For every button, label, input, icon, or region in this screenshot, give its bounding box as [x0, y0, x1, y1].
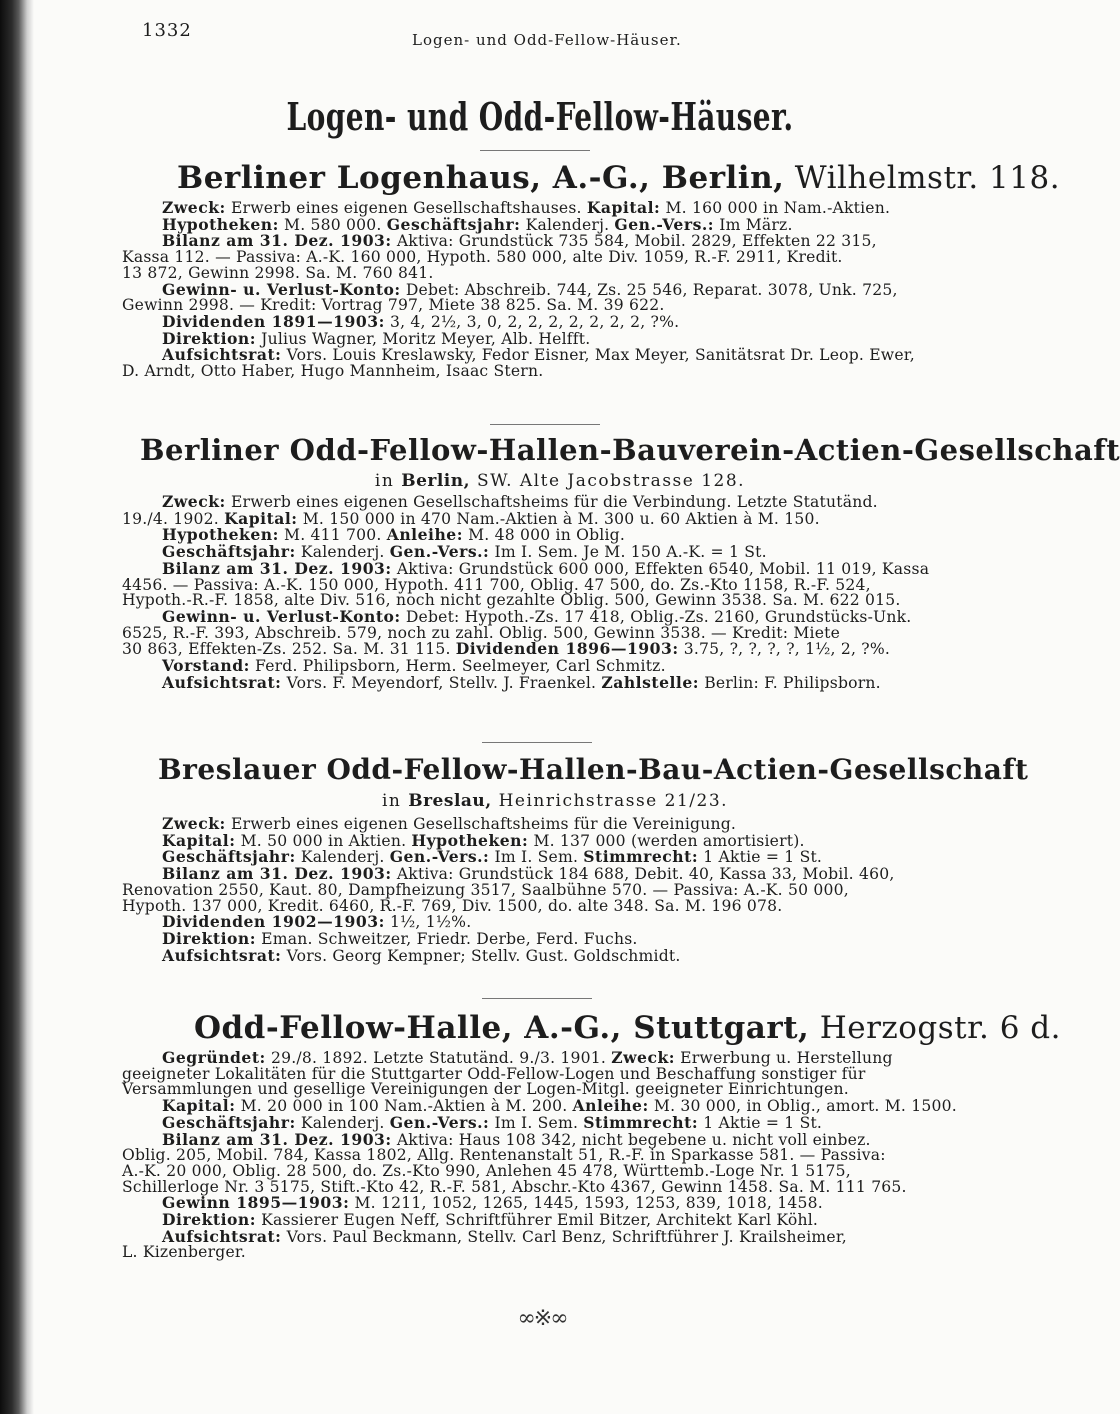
- field-label: Geschäftsjahr:: [386, 214, 521, 234]
- field-text: Versammlungen und gesellige Vereinigungen der Logen-Mitgl. geeigneter Einrichtungen.: [122, 1080, 849, 1099]
- field-text: Vors. Georg Kempner; Stellv. Gust. Goldschmidt.: [281, 946, 681, 965]
- page-number: 1332: [142, 20, 192, 41]
- field-label: Bilanz am 31. Dez. 1903:: [162, 864, 392, 884]
- field-text: Vors. Paul Beckmann, Stellv. Carl Benz, Schriftführer J. Krailsheimer,: [281, 1227, 847, 1246]
- field-text: M. 411 700.: [278, 526, 387, 545]
- field-label: Dividenden 1902—1903:: [162, 912, 385, 932]
- field-text: Im März.: [714, 215, 793, 234]
- field-label: Stimmrecht:: [583, 1112, 699, 1132]
- field-label: Gegründet:: [162, 1048, 266, 1067]
- entry-line: [122, 364, 958, 380]
- field-label: Anleihe:: [386, 525, 463, 545]
- field-label: Zweck:: [611, 1048, 676, 1067]
- company-heading: [122, 160, 1061, 196]
- field-text: Aktiva: Haus 108 342, nicht begebene u. nicht voll einbez.: [391, 1130, 871, 1149]
- field-text: D. Arndt, Otto Haber, Hugo Mannheim, Isaac Stern.: [122, 362, 544, 381]
- field-label: Hypotheken:: [162, 214, 279, 234]
- field-text: A.-K. 20 000, Oblig. 28 500, do. Zs.-Kto 990, Anlehen 45 478, Württemb.-Loge Nr. 1 5175,: [122, 1161, 851, 1180]
- company-heading: [122, 432, 1120, 468]
- location-prefix: in: [374, 471, 402, 491]
- field-text: M. 48 000 in Oblig.: [462, 526, 625, 545]
- field-label: Kapital:: [162, 830, 236, 850]
- field-text: Kalenderj.: [520, 215, 615, 234]
- field-label: Gewinn 1895—1903:: [162, 1193, 350, 1213]
- field-text: M. 160 000 in Nam.-Aktien.: [660, 199, 891, 217]
- field-label: Zweck:: [162, 198, 226, 217]
- field-text: M. 30 000, in Oblig., amort. M. 1500.: [648, 1097, 957, 1116]
- entry-line: [122, 1082, 958, 1098]
- field-text: Aktiva: Grundstück 184 688, Debit. 40, Kassa 33, Mobil. 460,: [391, 865, 895, 884]
- field-label: Zweck:: [162, 814, 226, 833]
- field-text: Hypoth.-R.-F. 1858, alte Div. 516, noch nicht gezahlte Oblig. 500, Gewinn 3538. Sa. M. 622 015.: [122, 591, 901, 610]
- field-label: Hypotheken:: [411, 830, 529, 850]
- entry-line: [122, 816, 958, 833]
- field-label: Kapital:: [162, 1096, 236, 1116]
- field-text: Eman. Schweitzer, Friedr. Derbe, Ferd. Fuchs.: [256, 929, 638, 948]
- field-text: Kassierer Eugen Neff, Schriftführer Emil Bitzer, Architekt Karl Köhl.: [256, 1211, 819, 1230]
- field-text: Kalenderj.: [295, 1113, 390, 1132]
- ornament-divider: ∞※∞: [517, 1306, 567, 1331]
- field-text: Im I. Sem.: [489, 1113, 584, 1132]
- field-label: Geschäftsjahr:: [162, 542, 296, 562]
- entry-body: [122, 816, 958, 964]
- divider: [490, 424, 600, 425]
- field-label: Gen.-Vers.:: [614, 214, 715, 234]
- company-location: [122, 470, 958, 492]
- field-text: Kalenderj.: [295, 848, 390, 867]
- field-text: 30 863, Effekten-Zs. 252. Sa. M. 31 115.: [122, 640, 456, 659]
- field-label: Gen.-Vers.:: [389, 1112, 490, 1132]
- location-city: Breslau,: [408, 791, 492, 811]
- field-text: Kassa 112. — Passiva: A.-K. 160 000, Hypoth. 580 000, alte Div. 1059, R.-F. 2911, Kredit.: [122, 248, 843, 267]
- company-entry-breslauer-odd-fellow: [122, 752, 1029, 965]
- field-text: Vors. Louis Kreslawsky, Fedor Eisner, Max Meyer, Sanitätsrat Dr. Leop. Ewer,: [281, 346, 915, 365]
- company-name: Odd-Fellow-Halle, A.-G., Stuttgart,: [194, 1010, 810, 1046]
- company-name: Berliner Odd-Fellow-Hallen-Bauverein-Actien-Gesellschaft: [140, 433, 1120, 467]
- field-text: Aktiva: Grundstück 735 584, Mobil. 2829, Effekten 22 315,: [391, 232, 877, 251]
- location-street: Heinrichstrasse 21/23.: [491, 791, 729, 811]
- field-text: geeigneter Lokalitäten für die Stuttgarter Odd-Fellow-Logen und Beschaffung sonstiger für: [122, 1064, 866, 1083]
- company-heading: [122, 1010, 1061, 1046]
- field-label: Bilanz am 31. Dez. 1903:: [162, 231, 392, 251]
- field-label: Zahlstelle:: [601, 672, 700, 692]
- field-text: Hypoth. 137 000, Kredit. 6460, R.-F. 769, Div. 1500, do. alte 348. Sa. M. 196 078.: [122, 896, 783, 915]
- field-label: Gen.-Vers.:: [389, 847, 490, 867]
- field-label: Aufsichtsrat:: [162, 672, 282, 692]
- company-heading: [122, 752, 1029, 788]
- page-title: Logen- und Odd-Fellow-Häuser.: [286, 94, 794, 139]
- field-label: Direktion:: [162, 928, 257, 948]
- field-text: M. 580 000.: [278, 215, 387, 234]
- company-location: [122, 790, 958, 812]
- field-text: Aktiva: Grundstück 600 000, Effekten 6540, Mobil. 11 019, Kassa: [391, 559, 930, 578]
- location-city: Berlin,: [401, 471, 471, 491]
- company-entry-berliner-odd-fellow: [122, 432, 1120, 692]
- field-text: 4456. — Passiva: A.-K. 150 000, Hypoth. 411 700, Oblig. 47 500, do. Zs.-Kto 1158, R.-F. 524,: [122, 575, 871, 594]
- page: [122, 0, 1120, 1414]
- divider: [482, 998, 592, 999]
- field-label: Aufsichtsrat:: [162, 1226, 282, 1246]
- field-text: Erwerb eines eigenen Gesellschaftsheims für die Verbindung. Letzte Statutänd.: [225, 493, 878, 511]
- field-label: Kapital:: [224, 508, 298, 528]
- field-text: Debet: Abschreib. 744, Zs. 25 546, Reparat. 3078, Unk. 725,: [400, 280, 898, 299]
- field-label: Geschäftsjahr:: [162, 847, 296, 867]
- entry-body: [122, 200, 958, 380]
- company-address: Wilhelmstr. 118.: [794, 160, 1061, 196]
- field-label: Geschäftsjahr:: [162, 1112, 296, 1132]
- location-street: SW. Alte Jacobstrasse 128.: [470, 471, 746, 491]
- field-text: Berlin: F. Philipsborn.: [699, 673, 881, 692]
- field-text: Kalenderj.: [295, 543, 390, 562]
- location-prefix: in: [381, 791, 409, 811]
- field-text: L. Kizenberger.: [122, 1243, 246, 1262]
- field-text: 19./4. 1902.: [122, 509, 225, 528]
- field-text: 6525, R.-F. 393, Abschreib. 579, noch zu zahl. Oblig. 500, Gewinn 3538. — Kredit: Miete: [122, 623, 841, 642]
- field-label: Gewinn- u. Verlust-Konto:: [162, 606, 401, 626]
- field-label: Hypotheken:: [162, 525, 279, 545]
- divider: [480, 150, 590, 151]
- field-label: Vorstand:: [162, 656, 250, 676]
- field-text: M. 50 000 in Aktien.: [235, 831, 412, 850]
- field-label: Gewinn- u. Verlust-Konto:: [162, 279, 401, 299]
- field-text: 29./8. 1892. Letzte Statutänd. 9./3. 1901.: [265, 1049, 612, 1067]
- field-text: Erwerb eines eigenen Gesellschaftsheims für die Vereinigung.: [225, 815, 737, 833]
- field-label: Direktion:: [162, 1210, 257, 1230]
- entry-line: [122, 1245, 958, 1261]
- entry-body: [122, 494, 958, 691]
- entry-body: [122, 1050, 958, 1261]
- company-entry-berliner-logenhaus: [122, 160, 1061, 381]
- field-text: Schillerloge Nr. 3 5175, Stift.-Kto 42, R.-F. 581, Abschr.-Kto 4367, Gewinn 1458. Sa. M. 111 765.: [122, 1177, 907, 1196]
- field-text: Oblig. 205, Mobil. 784, Kassa 1802, Allg. Rentenanstalt 51, R.-F. in Sparkasse 581. — Passiva:: [122, 1146, 886, 1165]
- field-text: 1½, 1½%.: [384, 913, 472, 932]
- field-label: Zweck:: [162, 492, 226, 511]
- field-text: Gewinn 2998. — Kredit: Vortrag 797, Miete 38 825. Sa. M. 39 622.: [122, 296, 665, 315]
- field-label: Aufsichtsrat:: [162, 345, 282, 365]
- field-text: 1 Aktie = 1 St.: [698, 1113, 823, 1132]
- field-label: Kapital:: [586, 198, 661, 217]
- field-text: 1 Aktie = 1 St.: [698, 848, 823, 867]
- field-text: 3, 4, 2½, 3, 0, 2, 2, 2, 2, 2, 2, 2, ?%.: [384, 312, 680, 331]
- field-text: Renovation 2550, Kaut. 80, Dampfheizung 3517, Saalbühne 570. — Passiva: A.-K. 50 000,: [122, 880, 849, 899]
- entry-line: [122, 945, 958, 965]
- running-head: Logen- und Odd-Fellow-Häuser.: [412, 31, 682, 49]
- field-text: M. 20 000 in 100 Nam.-Aktien à M. 200.: [235, 1097, 573, 1116]
- book-binding-shadow: [0, 0, 34, 1414]
- field-text: Debet: Hypoth.-Zs. 17 418, Oblig.-Zs. 2160, Grundstücks-Unk.: [400, 607, 912, 626]
- entry-line: [122, 1226, 958, 1246]
- field-label: Dividenden 1896—1903:: [455, 639, 679, 659]
- field-label: Bilanz am 31. Dez. 1903:: [162, 558, 392, 578]
- field-label: Aufsichtsrat:: [162, 945, 282, 965]
- field-text: M. 1211, 1052, 1265, 1445, 1593, 1253, 839, 1018, 1458.: [349, 1194, 823, 1213]
- company-entry-odd-fellow-halle-stuttgart: [122, 1010, 1061, 1262]
- company-name: Breslauer Odd-Fellow-Hallen-Bau-Actien-Gesellschaft: [158, 753, 1029, 786]
- field-text: Im I. Sem.: [489, 848, 584, 867]
- field-text: Vors. F. Meyendorf, Stellv. J. Fraenkel.: [281, 673, 602, 692]
- field-text: 3.75, ?, ?, ?, ?, 1½, 2, ?%.: [678, 640, 891, 659]
- field-text: Erwerb eines eigenen Gesellschaftshauses.: [225, 199, 587, 217]
- field-label: Dividenden 1891—1903:: [162, 311, 385, 331]
- field-label: Stimmrecht:: [583, 847, 699, 867]
- entry-line: [122, 672, 958, 692]
- field-text: Julius Wagner, Moritz Meyer, Alb. Helfft.: [256, 329, 591, 348]
- field-label: Direktion:: [162, 328, 257, 348]
- field-label: Gen.-Vers.:: [389, 542, 490, 562]
- field-text: 13 872, Gewinn 2998. Sa. M. 760 841.: [122, 263, 434, 282]
- company-address: Herzogstr. 6 d.: [819, 1010, 1061, 1046]
- field-text: Erwerbung u. Herstellung: [675, 1049, 893, 1067]
- field-text: M. 137 000 (werden amortisiert).: [528, 831, 805, 850]
- field-text: Im I. Sem. Je M. 150 A.-K. = 1 St.: [489, 543, 767, 562]
- divider: [482, 742, 592, 743]
- company-name: Berliner Logenhaus, A.-G., Berlin,: [177, 160, 785, 196]
- field-label: Anleihe:: [572, 1096, 649, 1116]
- field-label: Bilanz am 31. Dez. 1903:: [162, 1129, 392, 1149]
- field-text: Ferd. Philipsborn, Herm. Seelmeyer, Carl Schmitz.: [249, 657, 666, 676]
- field-text: M. 150 000 in 470 Nam.-Aktien à M. 300 u. 60 Aktien à M. 150.: [297, 509, 820, 528]
